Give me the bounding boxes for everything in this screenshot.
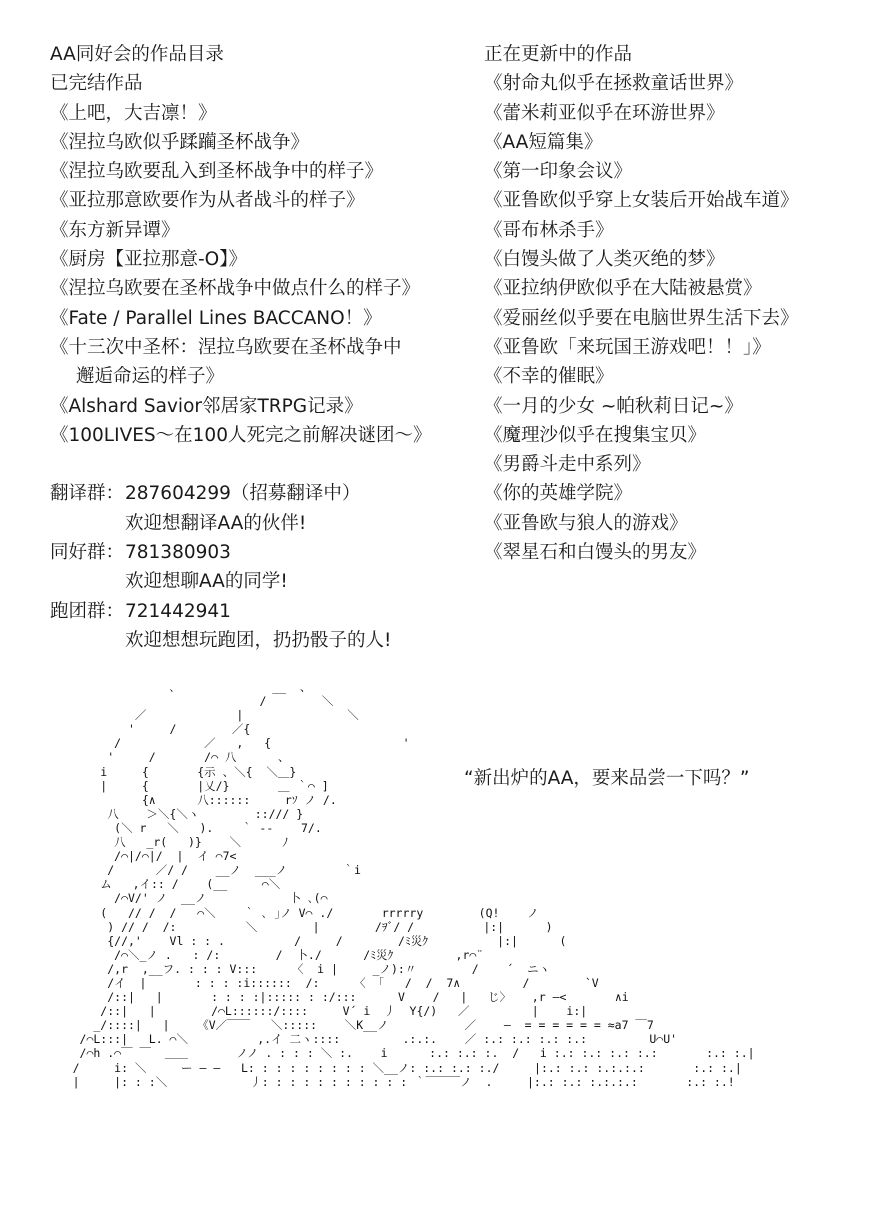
list-item: 《魔理沙似乎在搜集宝贝》 bbox=[484, 424, 707, 446]
list-item: 《第一印象会议》 bbox=[484, 161, 633, 183]
list-item: 《男爵斗走中系列》 bbox=[484, 454, 651, 476]
right-column bbox=[484, 40, 884, 567]
list-item: 《涅拉乌欧要在圣杯战争中做点什么的样子》 bbox=[50, 278, 421, 300]
completed-works-list bbox=[50, 99, 450, 451]
list-item: 《亚拉纳伊欧似乎在大陆被悬赏》 bbox=[484, 278, 762, 300]
list-item: 《涅拉乌欧要乱入到圣杯战争中的样子》 bbox=[50, 161, 384, 183]
group-label: 翻译群： bbox=[50, 483, 125, 505]
list-item: 《亚鲁欧似乎穿上女装后开始战车道》 bbox=[484, 190, 799, 212]
group-note: 欢迎想翻译AA的伙伴! bbox=[125, 512, 307, 534]
group-label: 跑团群： bbox=[50, 600, 125, 622]
group-label: 同好群： bbox=[50, 542, 125, 564]
group-number: 721442941 bbox=[125, 600, 231, 622]
list-item: 《亚鲁欧「来玩国王游戏吧！！」》 bbox=[484, 336, 771, 358]
group-fans bbox=[50, 538, 450, 597]
list-item: 《哥布林杀手》 bbox=[484, 219, 614, 241]
speech-bubble-text: “新出炉的AA，要来品尝一下吗？” bbox=[464, 768, 750, 789]
list-item: 《翠星石和白馒头的男友》 bbox=[484, 542, 707, 564]
list-item: 《爱丽丝似乎要在电脑世界生活下去》 bbox=[484, 307, 799, 329]
group-note: 欢迎想聊AA的同学! bbox=[125, 571, 288, 593]
left-column bbox=[50, 40, 450, 655]
list-item: 《上吧，大吉凛！》 bbox=[50, 102, 217, 124]
list-item: 《蕾米莉亚似乎在环游世界》 bbox=[484, 102, 725, 124]
ongoing-works-list bbox=[484, 69, 884, 567]
list-item: 《东方新异谭》 bbox=[50, 219, 180, 241]
ascii-art-area bbox=[0, 680, 896, 1219]
list-item: 《不幸的催眠》 bbox=[484, 366, 614, 388]
ascii-art-illustration: ､ __ 、 / ＼ ／ | ＼ ' / ／{ / ／ , { ' ' / /⌒ 八 、 i { {示 、＼{ ＼＿} | { |乂/} ＿ ｀⌒ ] {∧ 八:::::: rｿ ノ /. 八 ＞＼{＼ヽ ::/// } (＼ r ＼ ). ｀ -- 7/. 八 _r( )} ＼ ﾉ /⌒|/⌒|/ | イ ⌒7< / ／/ / __ノ ___ノ ｀i ム ,イ:: / (__ ⌒＼ /⌒V/' ノ __ノ 卜 ､(⌒ ( // / / ⌒＼ ｀ ､ ｣ノ V⌒ ./ rrrrry (Q! ノ ) // / /: ＼ | /ｦﾞ/ / |:| ) {//,' Vl : : . / / /ﾐ災ｸ |:| ( /⌒＼_ノ . : /: / 卜./ /ﾐ災ｸ ,r⌒¨ /,r ,__フ. : : : V::: 〈 i | _ノ):〃 / ´ ニヽ /イ | : : : :i:::::: /: 〈 「 / / 7∧ / `V /::| | : : : :|::::: : :/::: V / | じ〉 ,r ―< ∧i /::| | /⌒L::::::/:::: V´ i 丿 Y{/) ／ | i:| _/::::| | 《V／￣￣ ＼::::: ＼K__ノ ／ ― = = = = = = ≈a7 ￣7 /⌒L:::| L. ⌒＼ ,.イ 二ヽ:::: .:.:. ／ :.: :.: :.: :.: U⌒U' /⌒h .⌒￣ ￣ ＿＿ ノノ . : : : ＼ :. i :.: :.: :. / i :.: :.: :.: :.: :.: :.| / i: ＼ ー ― ― L: : : : : : : : : ＼__ノ: :.: :.: :./ |:.: :.: :.:.:.: :.: :.| | |: : :＼ 丿: : : : : : : : : : : ｀￣￣￣ノ . |:.: :.: :.:.:.: :.: :.! bbox=[72, 680, 755, 1089]
list-item: 《Alshard Savior邻居家TRPG记录》 bbox=[50, 395, 363, 417]
list-item: 《Fate / Parallel Lines BACCANO！》 bbox=[50, 307, 382, 329]
group-number: 287604299（招募翻译中） bbox=[125, 483, 361, 505]
list-item: 《一月的少女 ~帕秋莉日记~》 bbox=[484, 395, 743, 417]
list-item: 《你的英雄学院》 bbox=[484, 483, 633, 505]
completed-works-heading: 已完结作品 bbox=[50, 73, 143, 95]
catalog-heading: AA同好会的作品目录 bbox=[50, 44, 224, 65]
list-item: 《AA短篇集》 bbox=[484, 131, 603, 153]
list-item: 《亚拉那意欧要作为从者战斗的样子》 bbox=[50, 190, 365, 212]
list-item: 《白馒头做了人类灭绝的梦》 bbox=[484, 249, 725, 271]
list-item: 《十三次中圣杯：涅拉乌欧要在圣杯战争中 bbox=[50, 336, 402, 358]
list-item: 《射命丸似乎在拯救童话世界》 bbox=[484, 73, 744, 95]
group-note: 欢迎想想玩跑团，扔扔骰子的人! bbox=[125, 629, 392, 651]
list-item: 《亚鲁欧与狼人的游戏》 bbox=[484, 512, 688, 534]
list-item: 《100LIVES～在100人死完之前解决谜团～》 bbox=[50, 424, 432, 446]
group-number: 781380903 bbox=[125, 542, 231, 564]
list-item: 《涅拉乌欧似乎蹂躏圣杯战争》 bbox=[50, 131, 310, 153]
group-trpg bbox=[50, 597, 450, 656]
list-item: 《厨房【亚拉那意-O】》 bbox=[50, 249, 247, 271]
list-item-continuation: 邂逅命运的样子》 bbox=[76, 366, 225, 388]
group-translation bbox=[50, 479, 450, 538]
ongoing-works-heading: 正在更新中的作品 bbox=[484, 44, 633, 65]
